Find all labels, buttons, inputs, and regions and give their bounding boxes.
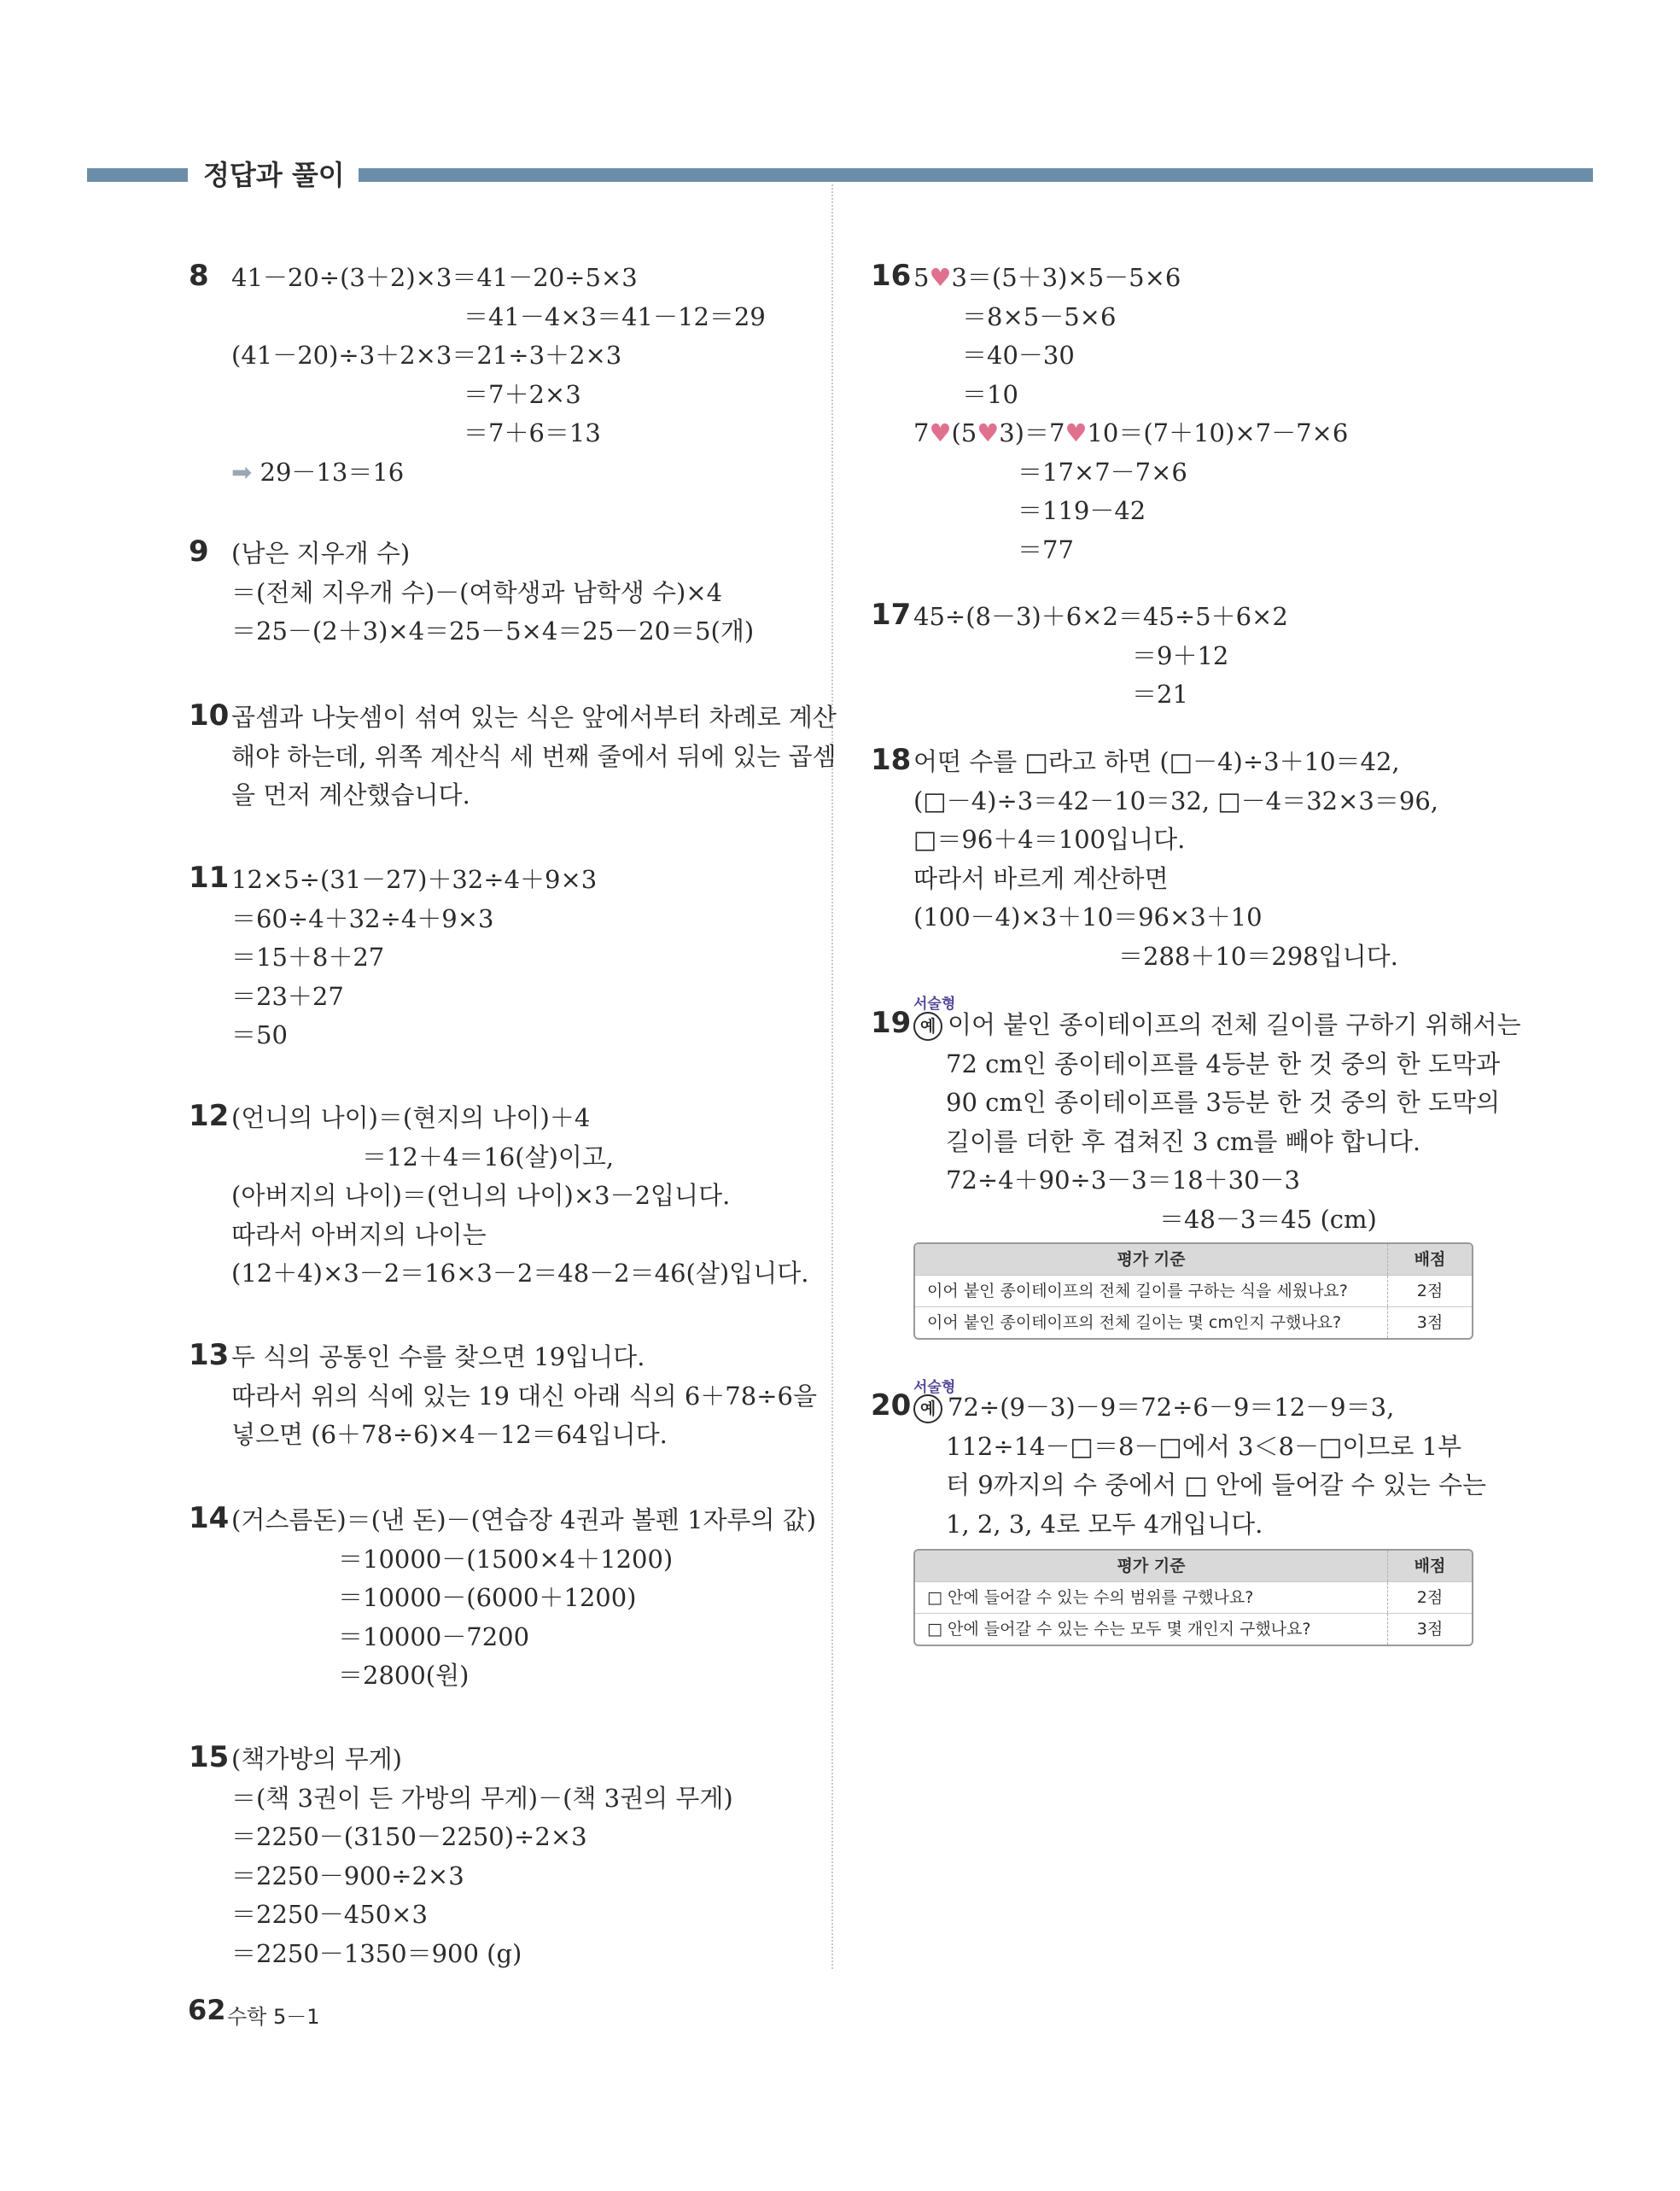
table-row [915, 1581, 1472, 1613]
text-line: 터 9까지의 수 중에서 □ 안에 들어갈 수 있는 수는 [946, 1470, 1487, 1499]
text-line: (12＋4)×3－2＝16×3－2＝48－2＝46(살)입니다. [231, 1259, 809, 1288]
text-line: ＝(전체 지우개 수)－(여학생과 남학생 수)×4 [231, 577, 723, 607]
problem-12 [189, 1099, 809, 1294]
math-line: □＝96＋4＝100입니다. [913, 825, 1186, 854]
text-line: 1, 2, 3, 4로 모두 4개입니다. [946, 1509, 1263, 1539]
problem-17 [871, 598, 1288, 715]
text-line: 따라서 바르게 계산하면 [913, 863, 1169, 893]
problem-9 [189, 535, 755, 651]
math-line: 5♥3＝(5＋3)×5－5×6 [913, 263, 1181, 292]
text-line: 넣으면 (6＋78÷6)×4－12＝64입니다. [231, 1420, 668, 1449]
table-header [915, 1551, 1472, 1581]
math-line: ＝10 [962, 379, 1018, 409]
text-line: 예 이어 붙인 종이테이프의 전체 길이를 구하기 위해서는 [913, 1006, 1521, 1045]
text-line: 을 먼저 계산했습니다. [231, 780, 470, 809]
table-cell: 3점 [1387, 1614, 1472, 1645]
math-line: ＝15＋8＋27 [231, 943, 385, 972]
scoring-table [913, 1549, 1473, 1646]
problem-number: 17 [871, 598, 912, 632]
table-header-score: 배점 [1387, 1244, 1472, 1275]
math-line: ＝60÷4＋32÷4＋9×3 [231, 903, 494, 933]
problem-number: 12 [189, 1099, 230, 1133]
problem-number: 19 [871, 1006, 912, 1040]
table-header-criteria: 평가 기준 [1117, 1557, 1186, 1575]
table-header-criteria: 평가 기준 [1117, 1250, 1186, 1269]
text-line: (아버지의 나이)＝(언니의 나이)×3－2입니다. [231, 1181, 731, 1210]
page-title: 정답과 풀이 [203, 159, 345, 191]
problem-11 [189, 861, 598, 1055]
text-line: (책가방의 무게) [231, 1744, 402, 1773]
math-line: ＝23＋27 [231, 981, 344, 1011]
math-line: ＝7＋6＝13 [464, 418, 601, 447]
math-line: 예 72÷(9－3)－9＝72÷6－9＝12－9＝3, [913, 1388, 1454, 1428]
math-line: ＝2250－1350＝900 (g) [231, 1938, 522, 1968]
problem-20 [871, 1388, 1487, 1544]
math-line: ＝2250－900÷2×3 [231, 1861, 464, 1890]
math-line: 72÷4＋90÷3－3＝18＋30－3 [946, 1166, 1301, 1195]
math-line: ＝10000－(6000＋1200) [338, 1583, 637, 1612]
text-line: 어떤 수를 □라고 하면 (□－4)÷3＋10＝42, [913, 747, 1400, 776]
table-cell: 이어 붙인 종이테이프의 전체 길이를 구하는 식을 세웠나요? [927, 1282, 1348, 1300]
text-line: 해야 하는데, 위쪽 계산식 세 번째 줄에서 뒤에 있는 곱셈 [231, 741, 837, 771]
problem-10 [189, 698, 837, 815]
text-line: ＝25－(2＋3)×4＝25－5×4＝25－20＝5(개) [231, 616, 755, 646]
table-cell: 이어 붙인 종이테이프의 전체 길이는 몇 cm인지 구했나요? [927, 1313, 1342, 1332]
math-line: ＝17×7－7×6 [1018, 457, 1187, 487]
problem-number: 9 [189, 535, 209, 569]
math-line: ＝48－3＝45 (cm) [1159, 1204, 1377, 1234]
problem-14 [189, 1501, 817, 1696]
problem-15 [189, 1740, 733, 1973]
problem-16 [871, 259, 1349, 570]
problem-number: 20 [871, 1388, 912, 1423]
text-line: 72 cm인 종이테이프를 4등분 한 것 중의 한 도막과 [946, 1049, 1501, 1078]
math-line: (41－20)÷3＋2×3＝21÷3＋2×3 [231, 341, 622, 370]
math-line: ＝50 [231, 1020, 288, 1049]
math-line: ＝288＋10＝298입니다. [1118, 941, 1398, 971]
heart-icon: ♥ [1065, 418, 1088, 447]
heart-icon: ♥ [977, 418, 1000, 447]
math-line: 41－20÷(3＋2)×3＝41－20÷5×3 [231, 263, 638, 292]
text-line: 곱셈과 나눗셈이 섞여 있는 식은 앞에서부터 차례로 계산 [231, 703, 837, 732]
table-header [915, 1244, 1472, 1275]
book-title: 수학 5－1 [227, 2005, 320, 2029]
example-badge: 예 [913, 1394, 942, 1423]
problem-number: 8 [189, 259, 209, 293]
table-cell: □ 안에 들어갈 수 있는 수의 범위를 구했나요? [927, 1588, 1254, 1607]
table-header-score: 배점 [1387, 1551, 1472, 1581]
table-cell: □ 안에 들어갈 수 있는 수는 모두 몇 개인지 구했나요? [927, 1620, 1311, 1639]
problem-number: 13 [189, 1338, 230, 1372]
math-line: ＝41－4×3＝41－12＝29 [464, 301, 766, 331]
essay-tag: 서술형 [913, 996, 956, 1013]
math-line: ＝10000－(1500×4＋1200) [338, 1544, 674, 1574]
text-line: ＝(책 3권이 든 가방의 무게)－(책 3권의 무게) [231, 1783, 733, 1813]
math-line: ＝8×5－5×6 [962, 301, 1117, 331]
header-bar-right [359, 168, 1593, 182]
essay-tag: 서술형 [913, 1379, 956, 1396]
text-line: (언니의 나이)＝(현지의 나이)＋4 [231, 1103, 591, 1132]
math-line: ＝119－42 [1018, 496, 1146, 525]
math-line: ＝7＋2×3 [464, 379, 581, 409]
problem-number: 14 [189, 1501, 230, 1535]
math-line: ＝9＋12 [1132, 640, 1229, 670]
table-row [915, 1306, 1472, 1338]
table-cell: 2점 [1387, 1276, 1472, 1306]
math-line: ＝10000－7200 [338, 1621, 530, 1651]
text-line: (거스름돈)＝(낸 돈)－(연습장 4권과 볼펜 1자루의 값) [231, 1505, 817, 1534]
math-line: ＝21 [1132, 680, 1188, 709]
table-cell: 3점 [1387, 1307, 1472, 1338]
text-line: (남은 지우개 수) [231, 539, 411, 568]
arrow-right-icon: ➡ [231, 457, 253, 487]
table-row [915, 1275, 1472, 1306]
table-row [915, 1613, 1472, 1645]
math-line: 12×5÷(31－27)＋32÷4＋9×3 [231, 865, 598, 894]
table-cell: 2점 [1387, 1582, 1472, 1613]
math-line: 45÷(8－3)＋6×2＝45÷5＋6×2 [913, 602, 1288, 631]
text-line: ＝12＋4＝16(살)이고, [362, 1142, 615, 1171]
scoring-table [913, 1242, 1473, 1340]
math-line: ＝40－30 [962, 341, 1075, 370]
problem-number: 16 [871, 259, 912, 293]
math-line: ＝2250－450×3 [231, 1900, 428, 1929]
answer-line: ➡ 29－13＝16 [231, 457, 405, 487]
problem-number: 15 [189, 1740, 230, 1774]
math-line: ＝77 [1018, 535, 1074, 564]
problem-19 [871, 1006, 1521, 1239]
heart-icon: ♥ [929, 263, 952, 292]
problem-8 [189, 259, 766, 492]
problem-number: 18 [871, 743, 912, 777]
problem-number: 10 [189, 698, 230, 733]
problem-number: 11 [189, 861, 230, 895]
text-line: 따라서 위의 식에 있는 19 대신 아래 식의 6＋78÷6을 [231, 1381, 817, 1411]
problem-18 [871, 743, 1438, 976]
math-line: (100－4)×3＋10＝96×3＋10 [913, 903, 1263, 932]
text-line: 따라서 아버지의 나이는 [231, 1219, 487, 1249]
header-bar-left [87, 168, 188, 182]
math-line: (□－4)÷3＝42－10＝32, □－4＝32×3＝96, [913, 786, 1438, 815]
math-line: ＝2250－(3150－2250)÷2×3 [231, 1822, 587, 1851]
math-line: ＝2800(원) [338, 1661, 470, 1690]
text-line: 두 식의 공통인 수를 찾으면 19입니다. [231, 1342, 645, 1371]
text-line: 90 cm인 종이테이프를 3등분 한 것 중의 한 도막의 [946, 1088, 1501, 1117]
text-line: 길이를 더한 후 겹쳐진 3 cm를 빼야 합니다. [946, 1126, 1421, 1156]
problem-13 [189, 1338, 817, 1455]
text-line: 112÷14－□＝8－□에서 3＜8－□이므로 1부 [946, 1431, 1462, 1461]
heart-icon: ♥ [929, 418, 952, 447]
page-number: 62 [188, 1994, 226, 2026]
math-line: 7♥(5♥3)＝7♥10＝(7＋10)×7－7×6 [913, 418, 1349, 447]
example-badge: 예 [913, 1012, 942, 1041]
